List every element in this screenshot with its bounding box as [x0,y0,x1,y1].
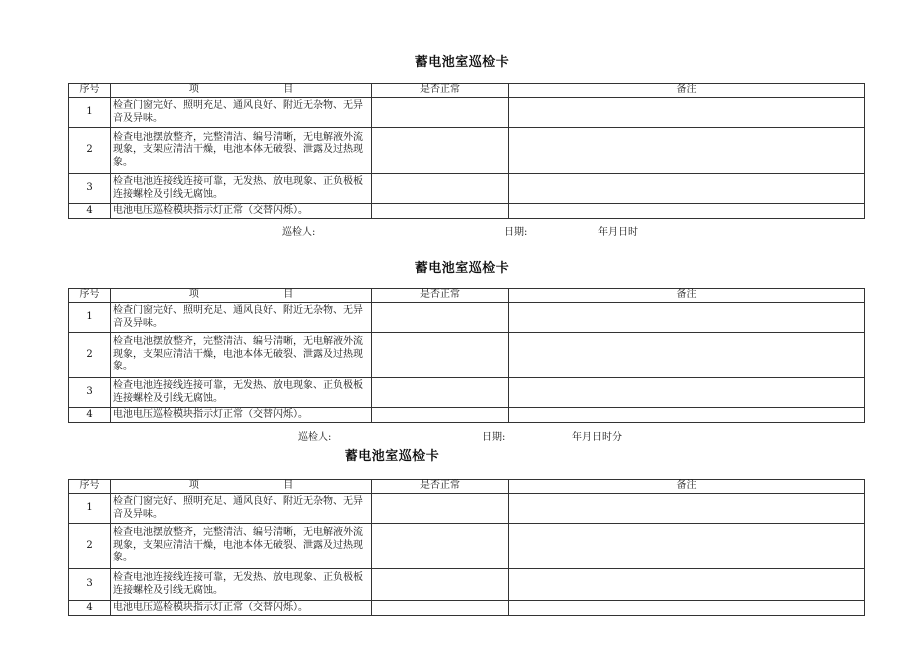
inspector-label: 巡检人: [298,432,332,443]
card-title: 蓄电池室巡检卡 [414,261,510,276]
row-item: 电池电压巡检模块指示灯正常（交替闪烁）。 [111,408,372,423]
row-remarks-cell[interactable] [509,303,865,333]
row-item: 检查电池摆放整齐，完整清洁、编号清晰，无电解液外流现象，支架应清洁干燥，电池本体无破裂、泄露及过热现象。 [111,524,372,569]
header-normal: 是否正常 [372,289,509,303]
header-item-b: 目 [283,84,294,96]
card-title: 蓄电池室巡检卡 [344,449,440,464]
row-normal-cell[interactable] [372,98,509,128]
header-normal: 是否正常 [372,84,509,98]
row-normal-cell[interactable] [372,601,509,616]
card-title: 蓄电池室巡检卡 [414,55,510,70]
table-row [69,524,865,569]
table-header-row [69,480,865,494]
table-row [69,333,865,378]
row-normal-cell[interactable] [372,128,509,174]
header-item-b: 目 [283,480,294,492]
row-item: 电池电压巡检模块指示灯正常（交替闪烁）。 [111,601,372,616]
row-item: 检查电池连接线连接可靠，无发热、放电现象、正负极板连接螺栓及引线无腐蚀。 [111,378,372,408]
table-row [69,378,865,408]
inspection-table [68,83,865,219]
row-item: 检查门窗完好、照明充足、通风良好、附近无杂物、无异音及异味。 [111,494,372,524]
row-remarks-cell[interactable] [509,174,865,204]
header-item-b: 目 [283,289,294,301]
row-remarks-cell[interactable] [509,408,865,423]
table-row [69,303,865,333]
time-label: 年月日时 [598,227,638,238]
header-remarks: 备注 [509,84,865,98]
row-remarks-cell[interactable] [509,378,865,408]
row-item: 检查电池连接线连接可靠，无发热、放电现象、正负极板连接螺栓及引线无腐蚀。 [111,174,372,204]
table-header-row [69,84,865,98]
inspection-table [68,479,865,616]
row-item: 电池电压巡检模块指示灯正常（交替闪烁）。 [111,204,372,219]
table-row [69,494,865,524]
header-no: 序号 [69,84,111,98]
row-remarks-cell[interactable] [509,569,865,601]
row-normal-cell[interactable] [372,524,509,569]
row-number: 2 [69,128,111,174]
row-number: 3 [69,174,111,204]
table-row [69,174,865,204]
row-normal-cell[interactable] [372,408,509,423]
card-footer [68,223,856,236]
row-normal-cell[interactable] [372,333,509,378]
table-header-row [69,289,865,303]
header-item [111,480,372,494]
header-item-a: 项 [188,480,199,492]
header-no: 序号 [69,480,111,494]
row-number: 4 [69,601,111,616]
row-item: 检查门窗完好、照明充足、通风良好、附近无杂物、无异音及异味。 [111,98,372,128]
table-row [69,204,865,219]
row-number: 2 [69,333,111,378]
row-item: 检查电池摆放整齐，完整清洁、编号清晰，无电解液外流现象，支架应清洁干燥，电池本体无破裂、泄露及过热现象。 [111,333,372,378]
table-row [69,408,865,423]
row-normal-cell[interactable] [372,204,509,219]
row-remarks-cell[interactable] [509,128,865,174]
row-normal-cell[interactable] [372,494,509,524]
time-label: 年月日时分 [572,432,622,443]
header-no: 序号 [69,289,111,303]
row-number: 1 [69,98,111,128]
table-row [69,128,865,174]
row-item: 检查门窗完好、照明充足、通风良好、附近无杂物、无异音及异味。 [111,303,372,333]
header-item [111,84,372,98]
row-number: 3 [69,378,111,408]
card-footer [68,428,856,441]
table-row [69,98,865,128]
table-row [69,601,865,616]
row-item: 检查电池摆放整齐，完整清洁、编号清晰，无电解液外流现象，支架应清洁干燥，电池本体无破裂、泄露及过热现象。 [111,128,372,174]
row-remarks-cell[interactable] [509,98,865,128]
row-remarks-cell[interactable] [509,204,865,219]
row-remarks-cell[interactable] [509,494,865,524]
date-label: 日期: [482,432,506,443]
row-item: 检查电池连接线连接可靠，无发热、放电现象、正负极板连接螺栓及引线无腐蚀。 [111,569,372,601]
inspection-table [68,288,865,423]
header-normal: 是否正常 [372,480,509,494]
inspector-label: 巡检人: [282,227,316,238]
row-number: 4 [69,204,111,219]
header-item-a: 项 [188,289,199,301]
row-remarks-cell[interactable] [509,333,865,378]
row-normal-cell[interactable] [372,174,509,204]
row-number: 1 [69,303,111,333]
row-number: 3 [69,569,111,601]
row-normal-cell[interactable] [372,378,509,408]
date-label: 日期: [504,227,528,238]
row-remarks-cell[interactable] [509,524,865,569]
row-number: 4 [69,408,111,423]
header-item [111,289,372,303]
header-remarks: 备注 [509,480,865,494]
row-normal-cell[interactable] [372,569,509,601]
header-remarks: 备注 [509,289,865,303]
row-number: 1 [69,494,111,524]
row-number: 2 [69,524,111,569]
table-row [69,569,865,601]
row-remarks-cell[interactable] [509,601,865,616]
row-normal-cell[interactable] [372,303,509,333]
header-item-a: 项 [188,84,199,96]
